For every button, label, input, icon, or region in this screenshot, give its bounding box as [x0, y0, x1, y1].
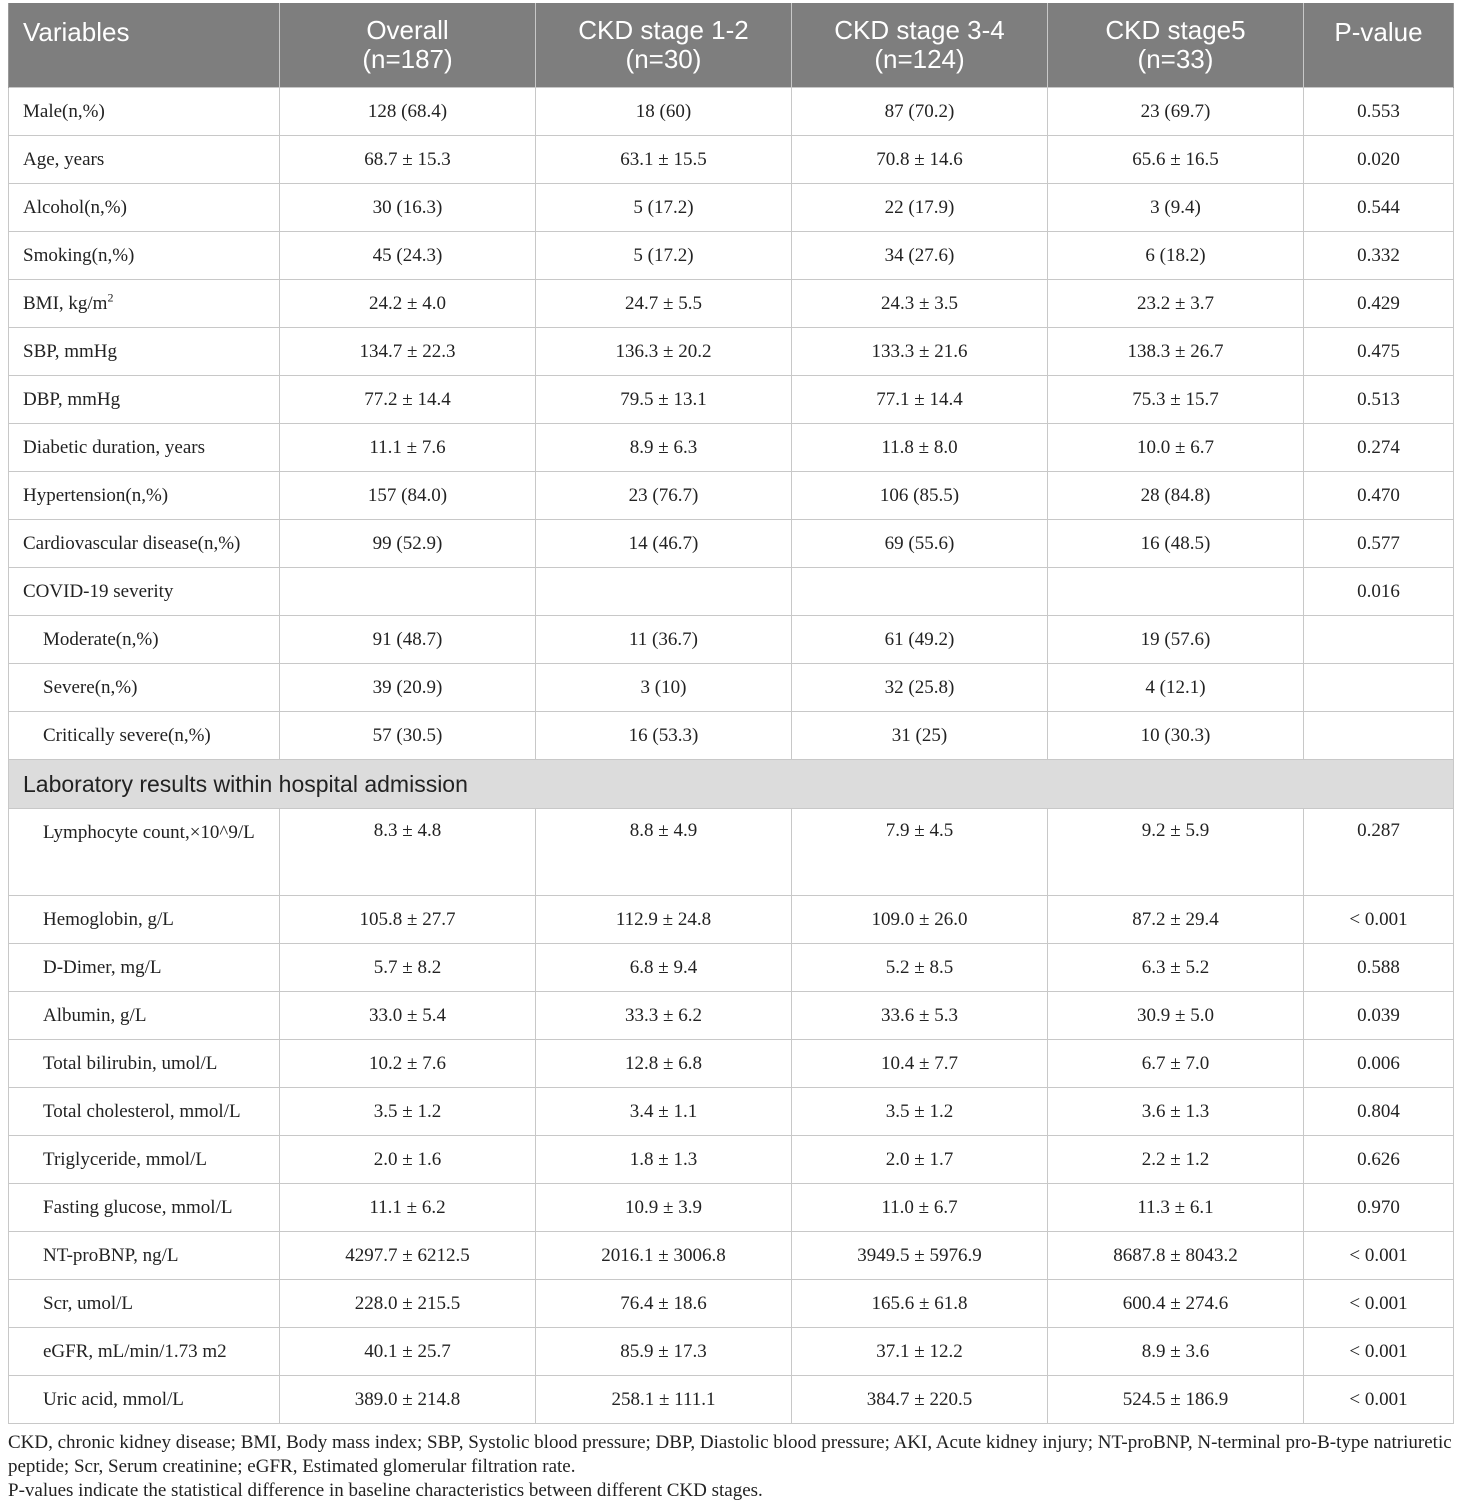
table-row	[9, 472, 1454, 520]
header-variables: Variables	[9, 3, 280, 88]
overall-cell: 11.1 ± 6.2	[280, 1184, 536, 1232]
p-value-cell: 0.588	[1304, 944, 1454, 992]
table-row	[9, 1184, 1454, 1232]
p-value-cell: 0.804	[1304, 1088, 1454, 1136]
overall-cell: 157 (84.0)	[280, 472, 536, 520]
ckd-1-2-cell: 112.9 ± 24.8	[536, 896, 792, 944]
p-value-cell: < 0.001	[1304, 1328, 1454, 1376]
ckd-5-cell: 4 (12.1)	[1048, 664, 1304, 712]
table-row	[9, 809, 1454, 896]
overall-cell: 24.2 ± 4.0	[280, 280, 536, 328]
ckd-1-2-cell: 5 (17.2)	[536, 232, 792, 280]
variable-label	[9, 616, 280, 664]
variable-label-text: Total cholesterol, mmol/L	[43, 1100, 241, 1122]
table-row	[9, 1376, 1454, 1424]
variable-label-text: Triglyceride, mmol/L	[43, 1148, 207, 1170]
overall-cell: 4297.7 ± 6212.5	[280, 1232, 536, 1280]
variable-label-text: Smoking(n,%)	[23, 244, 135, 266]
p-value-cell: < 0.001	[1304, 1376, 1454, 1424]
overall-cell: 105.8 ± 27.7	[280, 896, 536, 944]
superscript: 2	[107, 290, 114, 305]
table-row	[9, 616, 1454, 664]
ckd-1-2-cell: 3.4 ± 1.1	[536, 1088, 792, 1136]
ckd-3-4-cell: 87 (70.2)	[792, 88, 1048, 136]
variable-label-text: Critically severe(n,%)	[43, 724, 211, 746]
variable-label	[9, 1232, 280, 1280]
overall-cell: 30 (16.3)	[280, 184, 536, 232]
overall-cell: 45 (24.3)	[280, 232, 536, 280]
ckd-3-4-cell: 165.6 ± 61.8	[792, 1280, 1048, 1328]
p-value-cell: 0.970	[1304, 1184, 1454, 1232]
ckd-3-4-cell: 3949.5 ± 5976.9	[792, 1232, 1048, 1280]
ckd-1-2-cell: 12.8 ± 6.8	[536, 1040, 792, 1088]
ckd-1-2-cell: 258.1 ± 111.1	[536, 1376, 792, 1424]
overall-cell: 2.0 ± 1.6	[280, 1136, 536, 1184]
ckd-5-cell: 11.3 ± 6.1	[1048, 1184, 1304, 1232]
table-row	[9, 328, 1454, 376]
variable-label	[9, 88, 280, 136]
ckd-5-cell: 8.9 ± 3.6	[1048, 1328, 1304, 1376]
ckd-1-2-cell: 76.4 ± 18.6	[536, 1280, 792, 1328]
variable-label	[9, 1328, 280, 1376]
table-row	[9, 1040, 1454, 1088]
p-value-cell: 0.287	[1304, 809, 1454, 896]
p-value-cell: 0.553	[1304, 88, 1454, 136]
variable-label-text: NT-proBNP, ng/L	[43, 1244, 179, 1266]
ckd-1-2-cell: 16 (53.3)	[536, 712, 792, 760]
ckd-3-4-cell: 11.8 ± 8.0	[792, 424, 1048, 472]
ckd-5-cell: 138.3 ± 26.7	[1048, 328, 1304, 376]
ckd-1-2-cell: 11 (36.7)	[536, 616, 792, 664]
variable-label-text: Total bilirubin, umol/L	[43, 1052, 218, 1074]
p-value-cell	[1304, 616, 1454, 664]
ckd-5-cell: 28 (84.8)	[1048, 472, 1304, 520]
variable-label	[9, 472, 280, 520]
table-row	[9, 944, 1454, 992]
ckd-3-4-cell: 11.0 ± 6.7	[792, 1184, 1048, 1232]
ckd-3-4-cell: 109.0 ± 26.0	[792, 896, 1048, 944]
ckd-1-2-cell: 23 (76.7)	[536, 472, 792, 520]
variable-label-text: Scr, umol/L	[43, 1292, 134, 1314]
variable-label	[9, 664, 280, 712]
table-body	[9, 88, 1454, 1424]
overall-cell: 3.5 ± 1.2	[280, 1088, 536, 1136]
table-row	[9, 664, 1454, 712]
ckd-1-2-cell: 6.8 ± 9.4	[536, 944, 792, 992]
ckd-1-2-cell: 63.1 ± 15.5	[536, 136, 792, 184]
ckd-3-4-cell: 7.9 ± 4.5	[792, 809, 1048, 896]
p-value-cell: 0.039	[1304, 992, 1454, 1040]
ckd-3-4-cell: 31 (25)	[792, 712, 1048, 760]
table-row	[9, 896, 1454, 944]
ckd-5-cell: 3 (9.4)	[1048, 184, 1304, 232]
variable-label	[9, 1136, 280, 1184]
ckd-3-4-cell: 106 (85.5)	[792, 472, 1048, 520]
variable-label-text: Fasting glucose, mmol/L	[43, 1196, 233, 1218]
table-row	[9, 232, 1454, 280]
table-container	[8, 3, 1453, 1503]
variable-label-text: Hemoglobin, g/L	[43, 908, 174, 930]
ckd-1-2-cell: 10.9 ± 3.9	[536, 1184, 792, 1232]
header-ckd-stage-5: CKD stage5 (n=33)	[1048, 3, 1304, 88]
variable-label	[9, 424, 280, 472]
table-row	[9, 1280, 1454, 1328]
ckd-3-4-cell: 2.0 ± 1.7	[792, 1136, 1048, 1184]
p-value-cell: 0.470	[1304, 472, 1454, 520]
footnote-abbreviations: CKD, chronic kidney disease; BMI, Body mass index; SBP, Systolic blood pressure; DBP, Diastolic blood pressure; AKI, Acute kidney injury; NT-proBNP, N-terminal pro-B-type natriuretic peptide; Scr, Serum creatinine; eGFR, Estimated glomerular filtration rate.	[8, 1432, 1452, 1477]
variable-label	[9, 280, 280, 328]
p-value-cell: 0.020	[1304, 136, 1454, 184]
overall-cell: 11.1 ± 7.6	[280, 424, 536, 472]
ckd-5-cell: 16 (48.5)	[1048, 520, 1304, 568]
table-header	[9, 3, 1454, 88]
ckd-3-4-cell: 37.1 ± 12.2	[792, 1328, 1048, 1376]
p-value-cell: 0.429	[1304, 280, 1454, 328]
variable-label-text: Albumin, g/L	[43, 1004, 147, 1026]
variable-label	[9, 136, 280, 184]
variable-label	[9, 376, 280, 424]
ckd-5-cell: 6.3 ± 5.2	[1048, 944, 1304, 992]
variable-label-text: Lymphocyte count,×10^9/L	[43, 822, 255, 843]
p-value-cell: < 0.001	[1304, 896, 1454, 944]
table-row	[9, 568, 1454, 616]
p-value-cell: < 0.001	[1304, 1280, 1454, 1328]
overall-cell: 389.0 ± 214.8	[280, 1376, 536, 1424]
header-overall: Overall (n=187)	[280, 3, 536, 88]
overall-cell: 228.0 ± 215.5	[280, 1280, 536, 1328]
variable-label	[9, 1376, 280, 1424]
ckd-1-2-cell: 3 (10)	[536, 664, 792, 712]
ckd-3-4-cell: 33.6 ± 5.3	[792, 992, 1048, 1040]
overall-cell: 134.7 ± 22.3	[280, 328, 536, 376]
ckd-5-cell: 8687.8 ± 8043.2	[1048, 1232, 1304, 1280]
ckd-5-cell: 3.6 ± 1.3	[1048, 1088, 1304, 1136]
ckd-5-cell: 10 (30.3)	[1048, 712, 1304, 760]
table-row	[9, 992, 1454, 1040]
variable-label-text: Diabetic duration, years	[23, 436, 206, 458]
table-row	[9, 424, 1454, 472]
overall-cell: 128 (68.4)	[280, 88, 536, 136]
ckd-3-4-cell: 22 (17.9)	[792, 184, 1048, 232]
ckd-1-2-cell	[536, 568, 792, 616]
variable-label	[9, 232, 280, 280]
variable-label-text: Alcohol(n,%)	[23, 196, 127, 218]
variable-label	[9, 1280, 280, 1328]
variable-label	[9, 992, 280, 1040]
ckd-1-2-cell: 14 (46.7)	[536, 520, 792, 568]
table-footnotes	[8, 1431, 1453, 1503]
ckd-1-2-cell: 18 (60)	[536, 88, 792, 136]
variable-label-text: BMI, kg/m	[23, 292, 108, 314]
ckd-1-2-cell: 79.5 ± 13.1	[536, 376, 792, 424]
p-value-cell	[1304, 664, 1454, 712]
footnote-pvalue: P-values indicate the statistical difference in baseline characteristics between different CKD stages.	[8, 1480, 763, 1501]
ckd-1-2-cell: 8.8 ± 4.9	[536, 809, 792, 896]
ckd-3-4-cell: 384.7 ± 220.5	[792, 1376, 1048, 1424]
ckd-3-4-cell: 61 (49.2)	[792, 616, 1048, 664]
ckd-1-2-cell: 1.8 ± 1.3	[536, 1136, 792, 1184]
p-value-cell: 0.016	[1304, 568, 1454, 616]
table-row	[9, 1136, 1454, 1184]
ckd-3-4-cell: 10.4 ± 7.7	[792, 1040, 1048, 1088]
ckd-5-cell: 23 (69.7)	[1048, 88, 1304, 136]
variable-label	[9, 184, 280, 232]
table-row	[9, 1232, 1454, 1280]
variable-label-text: Male(n,%)	[23, 100, 105, 122]
variable-label-text: D-Dimer, mg/L	[43, 956, 162, 978]
ckd-5-cell: 65.6 ± 16.5	[1048, 136, 1304, 184]
section-row	[9, 760, 1454, 809]
variable-label-text: Hypertension(n,%)	[23, 484, 169, 506]
table-row	[9, 1088, 1454, 1136]
variable-label-text: Cardiovascular disease(n,%)	[23, 532, 241, 554]
table-row	[9, 1328, 1454, 1376]
ckd-3-4-cell: 5.2 ± 8.5	[792, 944, 1048, 992]
ckd-5-cell: 2.2 ± 1.2	[1048, 1136, 1304, 1184]
ckd-1-2-cell: 2016.1 ± 3006.8	[536, 1232, 792, 1280]
ckd-5-cell: 9.2 ± 5.9	[1048, 809, 1304, 896]
table-row	[9, 88, 1454, 136]
overall-cell: 68.7 ± 15.3	[280, 136, 536, 184]
ckd-5-cell: 6 (18.2)	[1048, 232, 1304, 280]
overall-cell: 10.2 ± 7.6	[280, 1040, 536, 1088]
p-value-cell: 0.006	[1304, 1040, 1454, 1088]
ckd-5-cell: 600.4 ± 274.6	[1048, 1280, 1304, 1328]
p-value-cell: 0.513	[1304, 376, 1454, 424]
variable-label	[9, 1088, 280, 1136]
ckd-5-cell: 10.0 ± 6.7	[1048, 424, 1304, 472]
variable-label-text: SBP, mmHg	[23, 340, 117, 362]
variable-label-text: Uric acid, mmol/L	[43, 1388, 184, 1410]
p-value-cell: 0.577	[1304, 520, 1454, 568]
ckd-5-cell: 87.2 ± 29.4	[1048, 896, 1304, 944]
overall-cell: 5.7 ± 8.2	[280, 944, 536, 992]
ckd-1-2-cell: 8.9 ± 6.3	[536, 424, 792, 472]
ckd-5-cell: 19 (57.6)	[1048, 616, 1304, 664]
variable-label-text: Age, years	[23, 148, 105, 170]
variable-label	[9, 809, 280, 896]
variable-label-text: Severe(n,%)	[43, 676, 138, 698]
header-ckd-stage-3-4: CKD stage 3-4 (n=124)	[792, 3, 1048, 88]
table-row	[9, 376, 1454, 424]
overall-cell: 91 (48.7)	[280, 616, 536, 664]
overall-cell: 33.0 ± 5.4	[280, 992, 536, 1040]
ckd-3-4-cell: 70.8 ± 14.6	[792, 136, 1048, 184]
section-label: Laboratory results within hospital admission	[9, 760, 1454, 809]
table-row	[9, 280, 1454, 328]
variable-label	[9, 328, 280, 376]
p-value-cell: 0.544	[1304, 184, 1454, 232]
variable-label-text: COVID-19 severity	[23, 580, 174, 602]
ckd-3-4-cell: 69 (55.6)	[792, 520, 1048, 568]
header-p-value: P-value	[1304, 3, 1454, 88]
p-value-cell: < 0.001	[1304, 1232, 1454, 1280]
ckd-3-4-cell	[792, 568, 1048, 616]
table-row	[9, 136, 1454, 184]
ckd-3-4-cell: 3.5 ± 1.2	[792, 1088, 1048, 1136]
variable-label	[9, 568, 280, 616]
variable-label-text: Moderate(n,%)	[43, 628, 159, 650]
variable-label	[9, 944, 280, 992]
ckd-1-2-cell: 85.9 ± 17.3	[536, 1328, 792, 1376]
p-value-cell: 0.274	[1304, 424, 1454, 472]
ckd-3-4-cell: 24.3 ± 3.5	[792, 280, 1048, 328]
ckd-5-cell: 30.9 ± 5.0	[1048, 992, 1304, 1040]
ckd-1-2-cell: 136.3 ± 20.2	[536, 328, 792, 376]
header-ckd-stage-1-2: CKD stage 1-2 (n=30)	[536, 3, 792, 88]
variable-label-text: DBP, mmHg	[23, 388, 121, 410]
ckd-5-cell: 524.5 ± 186.9	[1048, 1376, 1304, 1424]
variable-label	[9, 520, 280, 568]
variable-label	[9, 1184, 280, 1232]
overall-cell	[280, 568, 536, 616]
ckd-3-4-cell: 34 (27.6)	[792, 232, 1048, 280]
ckd-1-2-cell: 33.3 ± 6.2	[536, 992, 792, 1040]
table-row	[9, 184, 1454, 232]
variable-label	[9, 712, 280, 760]
ckd-5-cell: 6.7 ± 7.0	[1048, 1040, 1304, 1088]
variable-label-text: eGFR, mL/min/1.73 m2	[43, 1340, 227, 1362]
ckd-1-2-cell: 24.7 ± 5.5	[536, 280, 792, 328]
table-row	[9, 712, 1454, 760]
overall-cell: 57 (30.5)	[280, 712, 536, 760]
overall-cell: 99 (52.9)	[280, 520, 536, 568]
overall-cell: 39 (20.9)	[280, 664, 536, 712]
ckd-5-cell: 75.3 ± 15.7	[1048, 376, 1304, 424]
variable-label	[9, 896, 280, 944]
ckd-3-4-cell: 77.1 ± 14.4	[792, 376, 1048, 424]
p-value-cell: 0.332	[1304, 232, 1454, 280]
ckd-5-cell	[1048, 568, 1304, 616]
overall-cell: 8.3 ± 4.8	[280, 809, 536, 896]
table-row	[9, 520, 1454, 568]
overall-cell: 40.1 ± 25.7	[280, 1328, 536, 1376]
overall-cell: 77.2 ± 14.4	[280, 376, 536, 424]
ckd-1-2-cell: 5 (17.2)	[536, 184, 792, 232]
ckd-3-4-cell: 133.3 ± 21.6	[792, 328, 1048, 376]
p-value-cell: 0.626	[1304, 1136, 1454, 1184]
ckd-3-4-cell: 32 (25.8)	[792, 664, 1048, 712]
baseline-characteristics-table	[8, 3, 1454, 1424]
p-value-cell: 0.475	[1304, 328, 1454, 376]
variable-label	[9, 1040, 280, 1088]
ckd-5-cell: 23.2 ± 3.7	[1048, 280, 1304, 328]
p-value-cell	[1304, 712, 1454, 760]
